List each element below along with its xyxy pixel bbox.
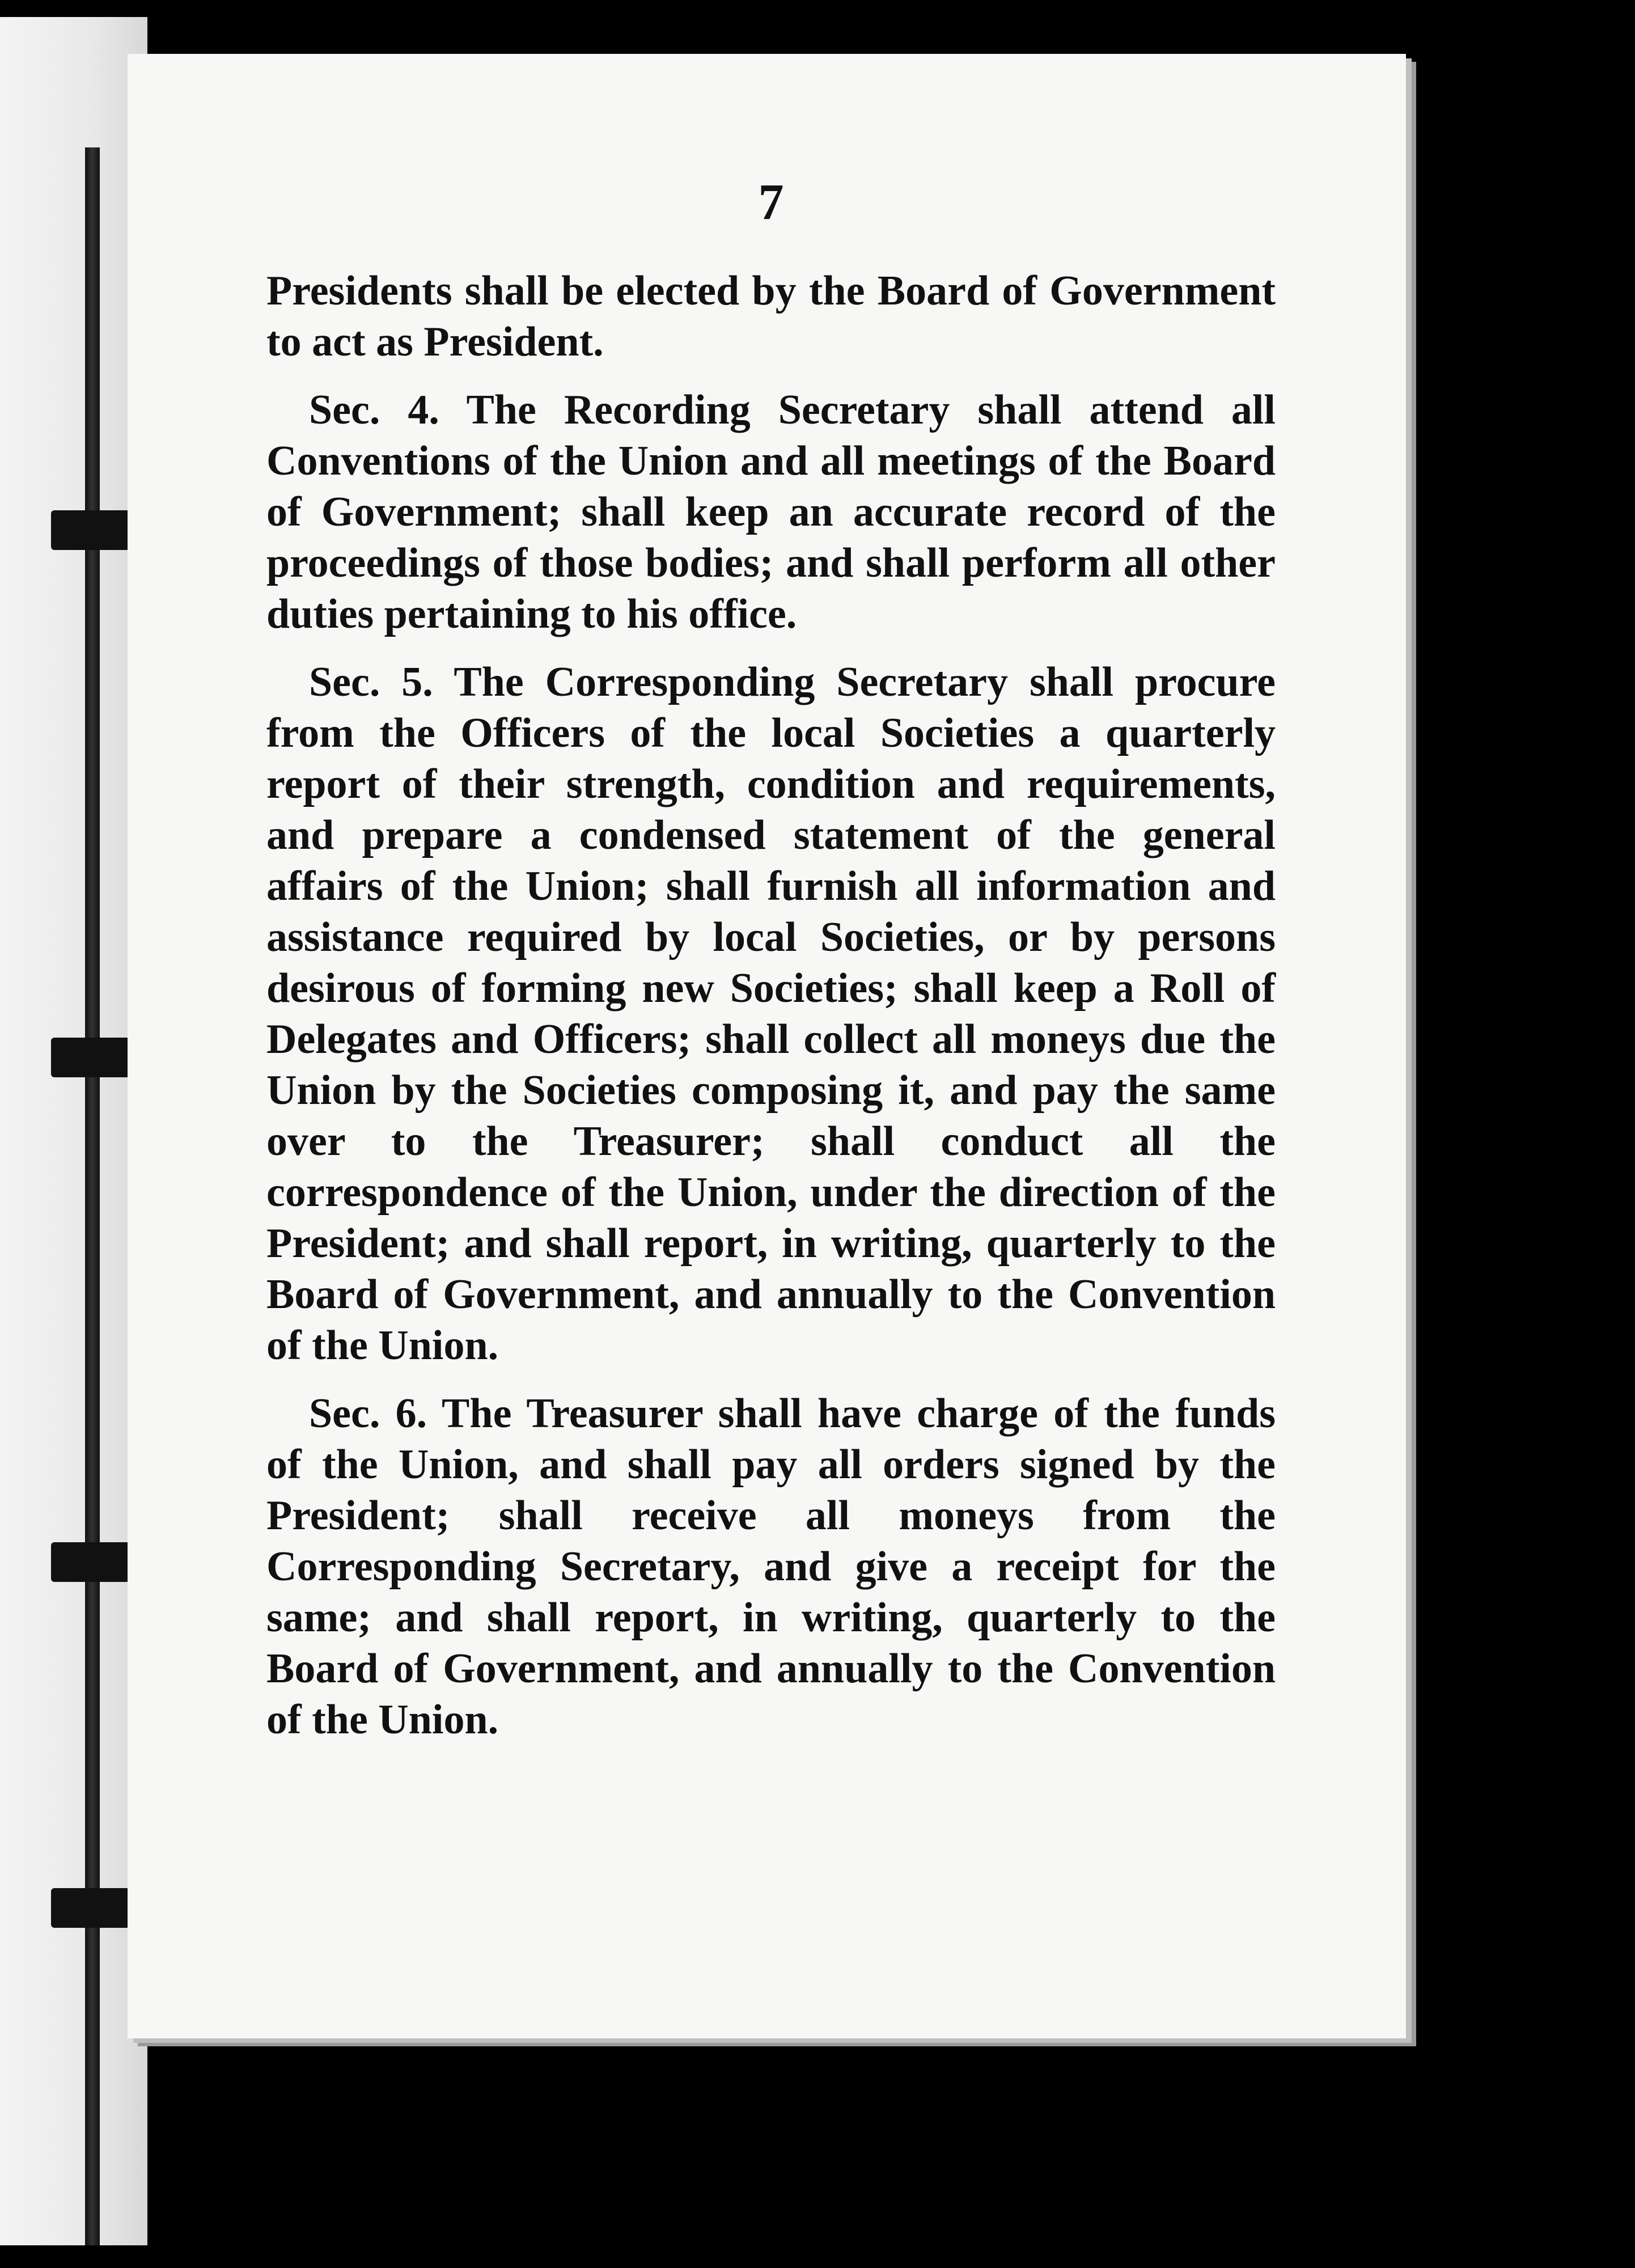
binding-edge [85, 147, 100, 2245]
binding-stitch [51, 510, 136, 550]
paragraph-sec-6: Sec. 6. The Treasurer shall have charge of the funds of the Union, and shall pay all orders signed by the President; shall receive all moneys from the Corresponding Secretary, and give a receipt for the same; and shall report, in writing, quarterly to the Board of Government, and annually to the Convention of the Union. [266, 1390, 1276, 1743]
scan-border-right [1550, 0, 1635, 2268]
paragraph-continuation: Presidents shall be elected by the Board of Government to act as President. [266, 268, 1276, 365]
page-text-block [266, 173, 1276, 1762]
scan-border-bottom [0, 2245, 1635, 2268]
binding-stitch [51, 1888, 136, 1928]
scan-border-top [0, 0, 1635, 17]
binding-stitch [51, 1542, 136, 1582]
paragraph-sec-4: Sec. 4. The Recording Secretary shall attend all Conventions of the Union and all meetings of the Board of Government; shall keep an accurate record of the proceedings of those bodies; and shall perform all other duties pertaining to his office. [266, 387, 1276, 637]
paragraph-sec-5: Sec. 5. The Corresponding Secretary shall procure from the Officers of the local Societies a quarterly report of their strength, condition and requirements, and prepare a condensed statement of the general affairs of the Union; shall furnish all information and assistance required by local Societies, or by persons desirous of forming new Societies; shall keep a Roll of Delegates and Officers; shall collect all moneys due the Union by the Societies composing it, and pay the same over to the Treasurer; shall conduct all the correspondence of the Union, under the direction of the President; and shall report, in writing, quarterly to the Board of Government, and annually to the Convention of the Union. [266, 659, 1276, 1369]
document-page [128, 54, 1406, 2038]
binding-stitch [51, 1038, 136, 1077]
page-number: 7 [758, 174, 784, 230]
